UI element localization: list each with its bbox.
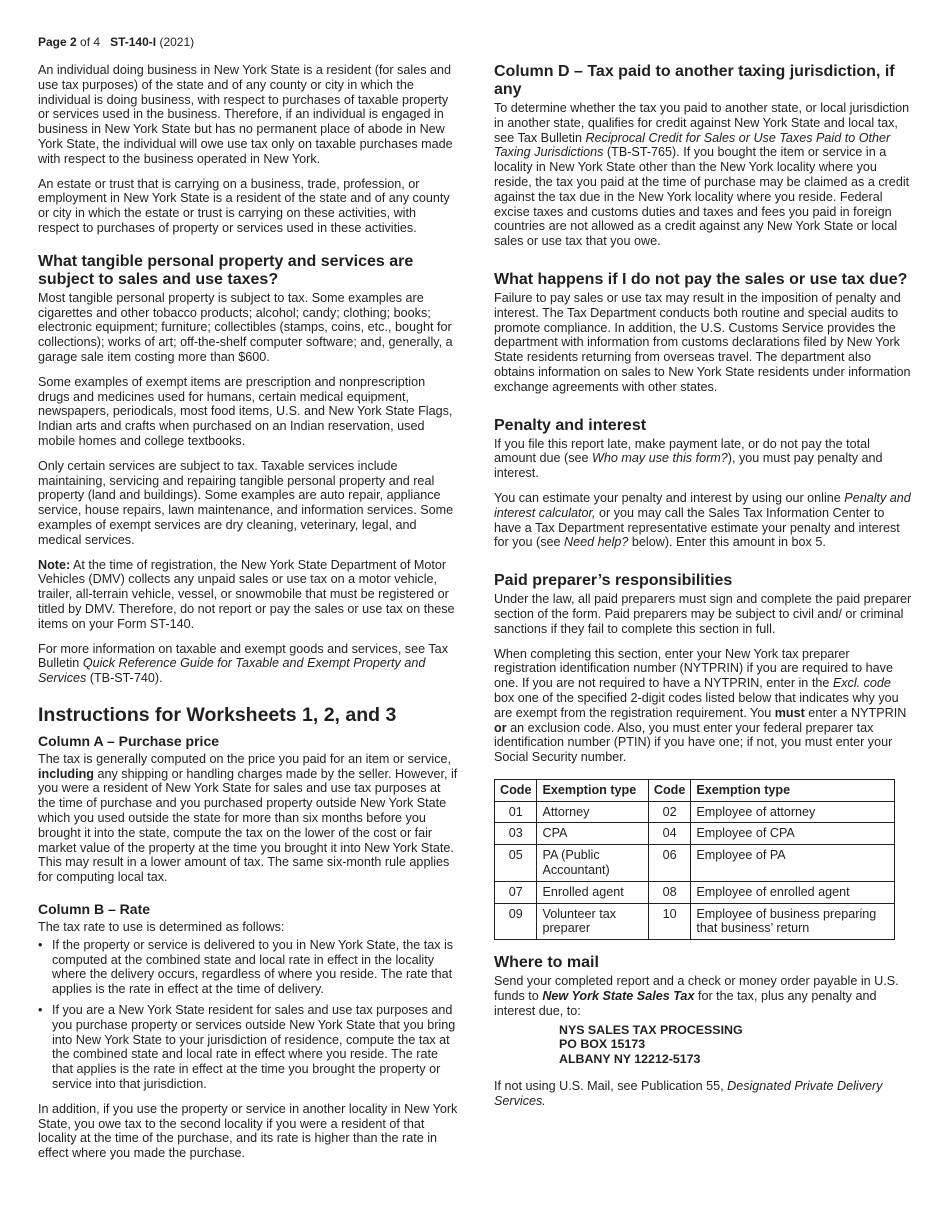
note-text: At the time of registration, the New York State Department of Motor Vehicles (DMV) collects any unpaid sales or use tax on a motor vehicle, trailer, all-terrain vehicle, vessel, or snowmobile that must be registered or titled by DMV. Therefore, do not report or pay the sales or use tax on these items on your Form ST-140. bbox=[38, 557, 455, 631]
table-cell: Attorney bbox=[537, 801, 648, 823]
taxable-services-paragraph: Only certain services are subject to tax. Taxable services include maintaining, servicing and repairing tangible personal property and real property (land and buildings). Some examples are auto repair, appliance service, house repairs, lawn maintenance, and information services. Some examples of exempt services are dry cleaning, veterinary, legal, and medical services. bbox=[38, 458, 454, 547]
table-row bbox=[495, 845, 895, 882]
estate-trust-paragraph: An estate or trust that is carrying on a business, trade, profession, or employment in New York State is a resident of the state and of any county or city in which the estate or trust is carrying on these activities, with respect to purchases of property or services used in these activities. bbox=[38, 176, 450, 235]
table-header-row bbox=[495, 779, 895, 801]
nonpayment-heading: What happens if I do not pay the sales or use tax due? bbox=[494, 270, 908, 288]
form-number: ST-140-I bbox=[110, 35, 157, 49]
page-header bbox=[38, 35, 194, 49]
table-cell: PA (Public Accountant) bbox=[537, 845, 648, 882]
table-cell: 05 bbox=[495, 845, 537, 882]
column-b-heading: Column B – Rate bbox=[38, 901, 151, 918]
exemption-code-table bbox=[494, 779, 895, 940]
table-cell: Enrolled agent bbox=[537, 881, 648, 903]
column-a-text-1: The tax is generally computed on the price you paid for an item or service, bbox=[38, 751, 452, 766]
exempt-items-paragraph: Some examples of exempt items are prescription and nonprescription drugs and medicines used for humans, certain medical equipment, newspapers, periodicals, most food items, U.S. and New York State Flags, Indian arts and crafts when purchased on an Indian reservation, used mobile homes and college textbooks. bbox=[38, 374, 453, 448]
including-emphasis: including bbox=[38, 766, 94, 781]
payee-name: New York State Sales Tax bbox=[542, 989, 695, 1004]
must-emphasis: must bbox=[774, 705, 805, 720]
table-cell: CPA bbox=[537, 823, 648, 845]
need-help-ref: Need help? bbox=[564, 535, 629, 550]
preparer-heading: Paid preparer’s responsibilities bbox=[494, 572, 733, 590]
penalty-text-4: or you may call the Sales Tax Information Center to have a Tax Department representative estimate your penalty and interest for you (see bbox=[494, 505, 900, 550]
table-cell: 02 bbox=[648, 801, 690, 823]
table-cell: Employee of CPA bbox=[691, 823, 895, 845]
table-cell: 04 bbox=[648, 823, 690, 845]
page-number: Page 2 bbox=[38, 35, 77, 49]
excl-code-ref: Excl. code bbox=[832, 676, 891, 691]
table-row bbox=[495, 823, 895, 845]
code-column-header: Code bbox=[648, 779, 690, 801]
table-row bbox=[495, 881, 895, 903]
column-b-intro: The tax rate to use is determined as follows: bbox=[38, 920, 285, 935]
table-cell: Employee of enrolled agent bbox=[691, 881, 895, 903]
table-cell: Employee of PA bbox=[691, 845, 895, 882]
penalty-text-1: If you file this report late, make payment late, or do not pay the total amount due (see bbox=[494, 436, 870, 466]
dmv-note bbox=[38, 558, 460, 632]
nonpayment-paragraph: Failure to pay sales or use tax may result in the imposition of penalty and interest. The Tax Department conducts both routine and special audits to promote compliance. In addition, the U.S. Customs Service provides the department with information from customs declarations filed by New York State residents returning from overseas travel. The department also obtains information on sales to New York State residents under information exchange agreements with other states. bbox=[494, 290, 911, 394]
page-total: of 4 bbox=[80, 35, 101, 49]
column-d-paragraph bbox=[494, 101, 912, 249]
table-cell: 03 bbox=[495, 823, 537, 845]
table-cell: 06 bbox=[648, 845, 690, 882]
column-d-heading: Column D – Tax paid to another taxing jurisdiction, if any bbox=[494, 63, 895, 98]
code-column-header: Code bbox=[495, 779, 537, 801]
mail-text-2: for the tax, plus any penalty and interest due, to: bbox=[494, 989, 877, 1018]
second-locality-paragraph: In addition, if you use the property or service in another locality in New York State, you owe tax to the second locality if you were a resident of that locality at the time of the purchase, and its rate is higher than the rate in effect where you made the purchase. bbox=[38, 1101, 458, 1161]
tb-st-740-title: Quick Reference Guide for Taxable and Exempt Property and Services bbox=[38, 656, 426, 686]
preparer-paragraph-2 bbox=[494, 647, 912, 765]
address-line-1: NYS SALES TAX PROCESSING bbox=[559, 1022, 743, 1037]
penalty-text-5: below). Enter this amount in box 5. bbox=[628, 535, 826, 550]
table-cell: 01 bbox=[495, 801, 537, 823]
mail-text-1: Send your completed report and a check or money order payable in U.S. funds to bbox=[494, 974, 899, 1004]
penalty-paragraph-1 bbox=[494, 437, 912, 481]
form-year: (2021) bbox=[159, 35, 195, 49]
right-column bbox=[494, 63, 912, 1119]
more-info-paragraph bbox=[38, 642, 460, 686]
table-cell: Employee of business preparing that business’ return bbox=[691, 903, 895, 940]
table-cell: 10 bbox=[648, 903, 690, 940]
preparer-text-1: When completing this section, enter your New York tax preparer registration identification number (NYTPRIN) if you are required to have one. If you are not required to have a NYTPRIN, enter in the bbox=[494, 646, 893, 691]
preparer-text-2: box one of the specified 2-digit codes listed below that indicates why you are exempt from the registration requirement. You bbox=[494, 690, 899, 720]
instructions-heading: Instructions for Worksheets 1, 2, and 3 bbox=[38, 703, 397, 726]
more-info-text: For more information on taxable and exempt goods and services, see Tax Bulletin bbox=[38, 641, 448, 671]
table-cell: 08 bbox=[648, 881, 690, 903]
table-row bbox=[495, 801, 895, 823]
tb-st-765-title: Reciprocal Credit for Sales or Use Taxes Paid to Other Taxing Jurisdictions bbox=[494, 130, 891, 160]
table-cell: Employee of attorney bbox=[691, 801, 895, 823]
table-cell: 07 bbox=[495, 881, 537, 903]
column-a-heading: Column A – Purchase price bbox=[38, 732, 220, 749]
preparer-text-4: an exclusion code. Also, you must enter your federal preparer tax identification number (PTIN) if you have one; if not, you must enter your Social Security number. bbox=[494, 720, 893, 765]
taxable-items-paragraph: Most tangible personal property is subject to tax. Some examples are cigarettes and other tobacco products; alcohol; candy; clothing; books; electronic equipment; furniture; collectibles (stamps, coins, etc., bought for collections); works of art; off-the-shelf computer software; and, generally, a garage sale item costing more than $600. bbox=[38, 290, 453, 364]
column-d-text-1: To determine whether the tax you paid to another state, or local jurisdiction in another state, qualifies for credit against New York State and local tax, see Tax Bulletin bbox=[494, 101, 910, 145]
address-line-2: PO BOX 15173 bbox=[559, 1037, 646, 1052]
left-column bbox=[38, 63, 460, 1171]
preparer-paragraph-1: Under the law, all paid preparers must sign and complete the paid preparer section of the form. Paid preparers may be subject to civil and/ or criminal sanctions if they fail to complete this section in full. bbox=[494, 592, 912, 636]
column-a-paragraph bbox=[38, 752, 460, 885]
penalty-heading: Penalty and interest bbox=[494, 416, 647, 434]
private-delivery-paragraph bbox=[494, 1079, 912, 1109]
table-cell: 09 bbox=[495, 903, 537, 940]
address-line-3: ALBANY NY 12212-5173 bbox=[559, 1052, 701, 1067]
tb-st-740-code: (TB-ST-740). bbox=[86, 671, 163, 686]
exemption-type-column-header: Exemption type bbox=[691, 779, 895, 801]
resident-individual-paragraph: An individual doing business in New York State is a resident (for sales and use tax purposes) of the state and of any county or city in which the individual is doing business, with respect to purchases of taxable property or services used in the business. Therefore, if an individual is engaged in business in New York State but has no permanent place of abode in New York State, the individual will owe use tax only on taxable purchases made with respect to the business operated in New York. bbox=[38, 63, 453, 166]
preparer-text-3: enter a NYTPRIN bbox=[804, 705, 907, 720]
note-label: Note: bbox=[38, 557, 71, 572]
rate-bullet-list bbox=[38, 938, 460, 1092]
publication-55-title: Designated Private Delivery Services. bbox=[494, 1079, 883, 1108]
column-d-text-2: (TB-ST-765). If you bought the item or service in a locality in New York State other than the New York locality where you reside, the tax you paid at the time of purchase may be claimed as a credit against the tax due in the New York locality where you reside. Federal excise taxes and customs duties and taxes and fees you paid in foreign countries are not allowed as a credit against any New York State or local sales or use tax that you owe. bbox=[494, 145, 910, 249]
or-emphasis: or bbox=[494, 720, 507, 735]
list-item: • If you are a New York State resident for sales and use tax purposes and you purchase property or services outside New York State that you bring into New York State to your jurisdiction of residence, compute the tax at the combined state and local rate in effect where you reside. The rate that applies is the rate in effect at the time you brought the property or service into that jurisdiction. bbox=[38, 1003, 460, 1092]
penalty-text-2: ), you must pay penalty and interest. bbox=[494, 451, 883, 481]
mail-paragraph bbox=[494, 974, 912, 1018]
who-may-use-ref: Who may use this form? bbox=[592, 451, 728, 466]
table-row bbox=[495, 903, 895, 940]
taxable-items-heading: What tangible personal property and services are subject to sales and use taxes? bbox=[38, 252, 414, 288]
exemption-type-column-header: Exemption type bbox=[537, 779, 648, 801]
penalty-paragraph-2 bbox=[494, 491, 912, 550]
where-to-mail-heading: Where to mail bbox=[494, 954, 599, 972]
mailing-address bbox=[559, 1023, 912, 1067]
penalty-calculator-ref: Penalty and interest calculator, bbox=[494, 490, 911, 520]
column-a-text-2: any shipping or handling charges made by the seller. However, if you were a resident of New York State for sales and use tax purposes at the time of purchase and you purchased property outside New York State which you used outside the state for more than six months before you brought it into the state, compute the tax on the lower of the cost or fair market value of the property at the time you brought it into New York State. This may result in a lower amount of tax. The same six-month rule applies for computing local tax. bbox=[38, 766, 458, 885]
table-cell: Volunteer tax preparer bbox=[537, 903, 648, 940]
private-delivery-text: If not using U.S. Mail, see Publication 55, bbox=[494, 1079, 728, 1094]
penalty-text-3: You can estimate your penalty and interest by using our online bbox=[494, 490, 845, 505]
list-item: • If the property or service is delivered to you in New York State, the tax is computed at the combined state and local rate in effect in the locality where the delivery occurs, regardless of where you reside. The rate that applies is the rate in effect at the time of delivery. bbox=[38, 938, 460, 997]
